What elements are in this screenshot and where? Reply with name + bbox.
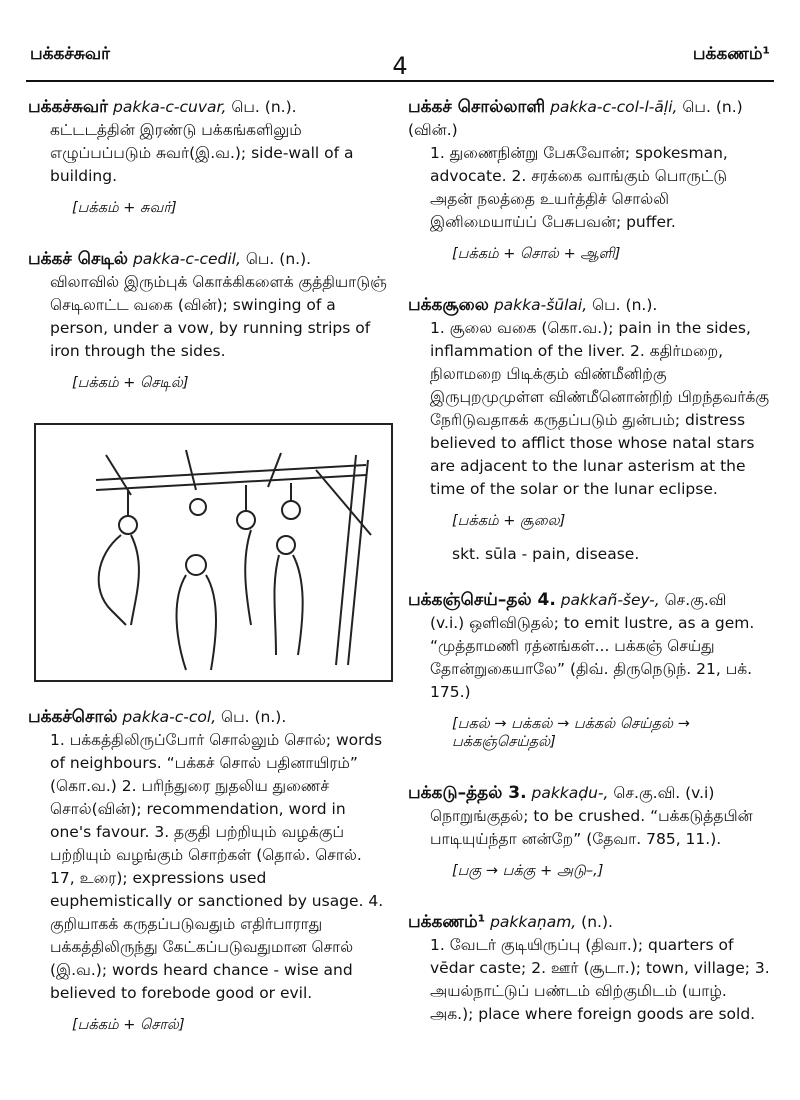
entry-pos: பெ. (n.).	[587, 296, 658, 314]
header-left-guideword: பக்கச்சுவர்	[30, 44, 111, 64]
entry-pos: செ.கு.வி. (v.i)	[608, 784, 715, 802]
entry-pakkanam	[408, 911, 774, 1026]
entry-definition: 1. துணைநின்று பேசுவோன்; spokesman, advocate. 2. சரக்கை வாங்கும் பொருட்டு அதன் நலத்தை உயர்த்திச் சொல்லி இனிமையாய்ப் பேசுபவன்; puffer.	[430, 144, 728, 231]
entry-pakkaccedil	[28, 248, 390, 363]
entry-transliteration: pakka-c-col,	[122, 708, 217, 726]
left-column	[28, 96, 390, 1065]
entry-headword: பக்கச் செடில்	[28, 249, 129, 269]
header-rule	[26, 80, 774, 82]
entry-headword: பக்கணம்¹	[408, 912, 486, 932]
entry-pakkasulai	[408, 294, 774, 501]
entry-definition: விலாவில் இரும்புக் கொக்கிகளைக் குத்தியாடுஞ் செடிலாட்ட வகை (வின்); swinging of a person, under a vow, by running strips of iron through the sides.	[50, 273, 387, 360]
entry-transliteration: pakka-c-cedil,	[132, 250, 241, 268]
hook-swinging-illustration	[34, 423, 393, 682]
entry-headword: பக்கசூலை	[408, 295, 489, 315]
header-right-guideword: பக்கணம்¹	[692, 44, 770, 64]
entry-transliteration: pakka-c-col-l-āḷi,	[550, 98, 678, 116]
entry-definition: 1. பக்கத்திலிருப்போர் சொல்லும் சொல்; words of neighbours. “பக்கச் சொல் பதினாயிரம்” (கொ.வ.) 2. பரிந்துரை நுதலிய துணைச் சொல்(வின்); recommendation, word in one's favour. 3. தகுதி பற்றியும் வழக்குப் பற்றியும் வழங்கும் சொற்கள் (தொல். சொல். 17, உரை); expressions used euphemistically or sanctioned by usage. 4. குறியாகக் கருதப்படுவதும் எதிர்பாராது பக்கத்திலிருந்து கேட்கப்படுவதுமான சொல் (இ.வ.); words heard chance - wise and believed to forebode good or evil.	[50, 731, 384, 1002]
entry-pakkaccollali	[408, 96, 774, 234]
entry-headword: பக்கடு–த்தல் 3.	[408, 783, 527, 803]
entry-transliteration: pakkaṇam,	[490, 913, 577, 931]
entry-etymology: [பகு → பக்கு + அடு–,]	[452, 863, 604, 879]
entry-definition: (v.i.) ஒளிவிடுதல்; to emit lustre, as a gem. “முத்தாமணி ரத்னங்கள்... பக்கஞ் செய்து தோன்றுகையாலே” (திவ். திருநெடுந். 21, பக். 175.)	[430, 614, 755, 701]
entry-etymology: [பகல் → பக்கல் → பக்கல் செய்தல் → பக்கஞ்செய்தல்]	[452, 716, 690, 750]
entry-pos: (n.).	[576, 913, 613, 931]
entry-headword: பக்கச் சொல்லாளி	[408, 97, 546, 117]
entry-pakkadu	[408, 782, 774, 851]
entry-headword: பக்கச்சொல்	[28, 707, 118, 727]
entry-definition: 1. சூலை வகை (கொ.வ.); pain in the sides, inflammation of the liver. 2. கதிர்மறை, நிலாமறை பிடிக்கும் விண்மீனிற்கு இருபுறமுமுள்ள விண்மீனொன்றிற் பிறந்தவர்க்கு நேரிடுவதாகக் கருதப்படும் துன்பம்; distress believed to afflict those whose natal stars are adjacent to the lunar asterism at the time of the solar or the lunar eclipse.	[430, 319, 770, 498]
entry-pos: செ.கு.வி	[659, 591, 727, 609]
entry-etymology: [பக்கம் + சொல்]	[72, 1017, 185, 1033]
entry-definition: கட்டடத்தின் இரண்டு பக்கங்களிலும் எழுப்பப்படும் சுவர்(இ.வ.); side-wall of a building.	[50, 121, 354, 185]
entry-etymology: [பக்கம் + சுவர்]	[72, 200, 177, 216]
entry-etymology: [பக்கம் + சூலை]	[452, 513, 566, 529]
entry-transliteration: pakka-šūlai,	[493, 296, 588, 314]
entry-headword: பக்கஞ்செய்–தல் 4.	[408, 590, 556, 610]
entry-transliteration: pakkaḍu-,	[531, 784, 609, 802]
entry-sanskrit-note: skt. sūla - pain, disease.	[452, 545, 640, 563]
entry-pakkaccuvar	[28, 96, 390, 188]
entry-headword: பக்கச்சுவர்	[28, 97, 109, 117]
entry-pakkaccol	[28, 706, 390, 1005]
entry-pos: பெ. (n.).	[226, 98, 297, 116]
entry-transliteration: pakka-c-cuvar,	[113, 98, 227, 116]
entry-definition: நொறுங்குதல்; to be crushed. “பக்கடுத்தபின் பாடியுய்ந்தா னன்றே” (தேவா. 785, 11.).	[430, 807, 753, 848]
entry-etymology: [பக்கம் + செடில்]	[72, 375, 189, 391]
entry-transliteration: pakkañ-šey-,	[560, 591, 660, 609]
entry-definition: 1. வேடர் குடியிருப்பு (திவா.); quarters of vēdar caste; 2. ஊர் (சூடா.); town, village; 3. அயல்நாட்டுப் பண்டம் விற்குமிடம் (யாழ். அக.); place where foreign goods are sold.	[430, 936, 770, 1023]
entry-pos: பெ. (n.).	[240, 250, 312, 268]
entry-etymology: [பக்கம் + சொல் + ஆளி]	[452, 246, 621, 262]
right-column	[408, 96, 774, 1032]
entry-pakkancey	[408, 589, 774, 704]
page-header	[30, 42, 770, 80]
illustration-drawing	[36, 425, 391, 680]
page-number: 4	[392, 52, 408, 80]
entry-pos: பெ. (n.) (வின்.)	[408, 98, 743, 139]
entry-pos: பெ. (n.).	[216, 708, 287, 726]
